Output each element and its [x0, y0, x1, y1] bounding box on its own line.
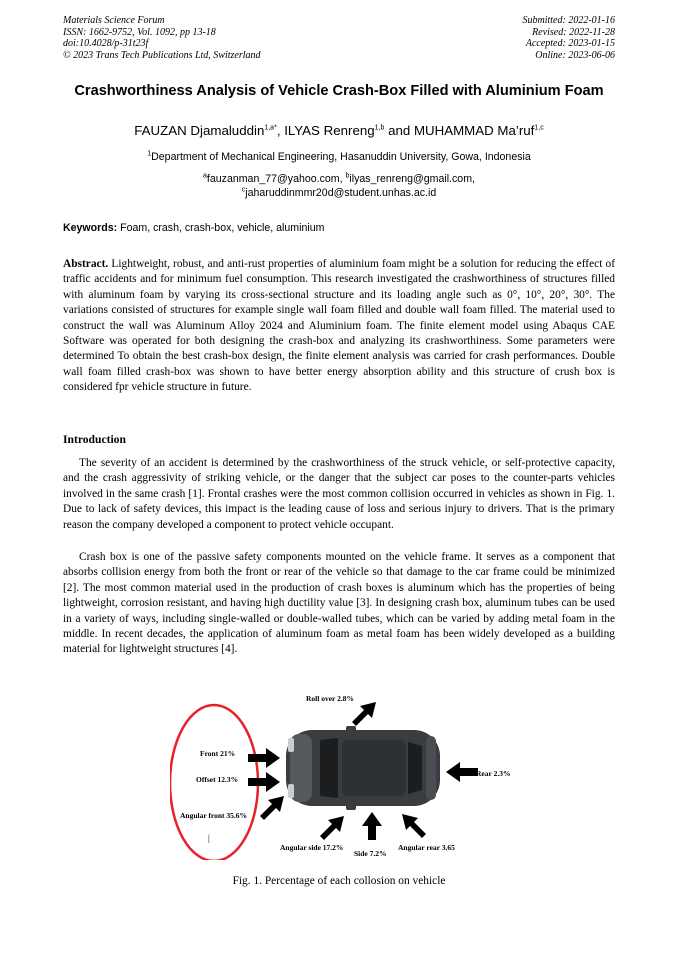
email-b[interactable]: ilyas_renreng@gmail.com, — [349, 173, 475, 185]
figure-1-caption: Fig. 1. Percentage of each collosion on vehicle — [232, 875, 446, 887]
email-c[interactable]: jaharuddinmmr20d@student.unhas.ac.id — [245, 187, 437, 199]
author-sup: 1,a* — [264, 124, 277, 132]
arrow-front — [248, 748, 280, 768]
label-side: Side 7.2% — [354, 849, 387, 858]
email-a[interactable]: fauzanman_77@yahoo.com, — [206, 173, 346, 185]
journal-name: Materials Science Forum — [63, 15, 165, 26]
arrow-angular-side — [320, 816, 344, 840]
email-sup: b — [345, 172, 350, 180]
doi-line: doi:10.4028/p-31t23f — [63, 38, 149, 49]
affiliation-sup: 1 — [147, 150, 152, 158]
arrow-roll-over — [352, 702, 376, 726]
author-name: FAUZAN Djamaluddin — [134, 123, 265, 138]
arrow-side — [362, 812, 382, 840]
arrow-offset — [248, 772, 280, 792]
abstract-text: Lightweight, robust, and anti-rust properties of aluminium foam might be a solution for reducing the effect of traffic accidents and for minimum fuel consumption. This research investigated the crashworthiness of structures filled with aluminum foam by varying its cross-sectional structure and its loading angle such as 0°, 10°, 20°, 30°. The variations consisted of structures for example single wall foam filled and double wall foam filled. The material used to construct the wall was Aluminum Alloy 2024 and Aluminium foam. The finite element model using Abaqus CAE Software was operated for both designing the crash-box and analyzing its crashworthiness. Some parameters were determined To obtain the best crash-box design, the finite element analysis was carried for crash performances. Double wall foam filled crash-box was shown to have better energy absorption ability and this structure of crush box is considered fpr vehicle structure in future. — [63, 258, 615, 394]
section-heading-introduction: Introduction — [63, 433, 126, 446]
keywords — [63, 221, 615, 235]
label-angular-side: Angular side 17.2% — [280, 843, 344, 852]
figure-svg — [170, 688, 530, 860]
arrow-angular-rear — [402, 814, 426, 838]
author-list — [63, 123, 615, 139]
paper-title: Crashworthiness Analysis of Vehicle Crash-Box Filled with Aluminium Foam — [74, 83, 604, 99]
keywords-label: Keywords: — [63, 222, 118, 234]
author-separator: and — [384, 123, 414, 138]
affiliation-text: Department of Mechanical Engineering, Hasanuddin University, Gowa, Indonesia — [151, 151, 531, 163]
label-rear: Rear 2.3% — [476, 769, 511, 778]
author-emails — [63, 172, 615, 200]
author-sup: 1,b — [374, 124, 385, 132]
label-angular-rear: Angular rear 3.65 — [398, 843, 455, 852]
journal-info — [63, 15, 261, 61]
keywords-text: Foam, crash, crash-box, vehicle, aluminium — [117, 222, 325, 234]
arrow-rear — [446, 762, 478, 782]
revised-date: Revised: 2022-11-28 — [532, 26, 615, 38]
author-name: MUHAMMAD Ma’ruf — [413, 123, 535, 138]
email-sup: a — [203, 172, 207, 180]
dates-info — [523, 15, 616, 61]
author-separator: , — [276, 123, 285, 138]
label-angular-front: Angular front 35.6% — [180, 811, 248, 820]
online-date: Online: 2023-06-06 — [535, 49, 615, 61]
label-roll-over: Roll over 2.8% — [306, 694, 354, 703]
affiliation — [63, 150, 615, 164]
text-cursor-mark: | — [208, 833, 210, 843]
author-sup: 1,c — [534, 124, 544, 132]
label-front: Front 21% — [200, 749, 236, 758]
figure-1-collision-diagram — [170, 688, 530, 860]
label-offset: Offset 12.3% — [196, 775, 239, 784]
submitted-date: Submitted: 2022-01-16 — [522, 15, 615, 26]
intro-paragraph-1: The severity of an accident is determined by the crashworthiness of the struck vehicle, or self-protective capacity, and the crash aggressivity of striking vehicle, or the danger that the subject car poses to the counter-parts vehicles involved in the same crash [1]. Frontal crashes were the most common collision occurred in vehicles as shown in Fig. 1. Due to lack of safety devices, this impact is the leading cause of loss and serious injury to drivers. That is the primary reason the company developed a component to protect vehicle occupant. — [63, 457, 615, 531]
abstract-label: Abstract. — [63, 258, 109, 270]
arrow-angular-front — [260, 796, 284, 820]
email-sup: c — [241, 186, 246, 194]
intro-paragraph-2: Crash box is one of the passive safety components mounted on the vehicle frame. It serves as a component that absorbs collision energy from both the front or rear of the vehicle so that damage to the car frame could be minimized [2]. The most common material used in the production of crash boxes is aluminum which has the properties of being lightweight, corrosion resistant, and having high ductility value [3]. In designing crash box, aluminum tubes can be used in a variety of ways, including single-walled or double-walled tubes, which can be varied by adding metal foam in the middle. In recent decades, the application of aluminum foam as metal foam has been widely developed as a building material for lightweight structures [4]. — [63, 551, 615, 656]
car-top-view — [286, 726, 440, 810]
abstract — [63, 257, 615, 396]
author-name: ILYAS Renreng — [284, 123, 375, 138]
accepted-date: Accepted: 2023-01-15 — [525, 38, 615, 49]
issn-line: ISSN: 1662-9752, Vol. 1092, pp 13-18 — [63, 26, 216, 38]
copyright-line: © 2023 Trans Tech Publications Ltd, Switzerland — [63, 49, 261, 61]
